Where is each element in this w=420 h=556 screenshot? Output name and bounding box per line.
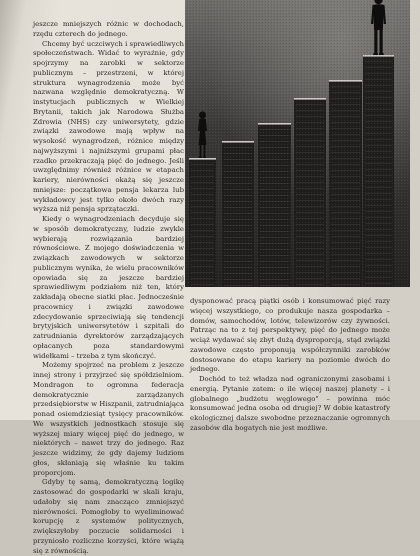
illustration-canvas — [185, 0, 410, 287]
paragraph: dysponować pracą piątki osób i konsumować pięć razy więcej wszystkiego, co produkuje nasza gospodarka – domów, samochodów, lotów, telewizorów czy żywności. Patrząc na to z tej perspektywy, pięć do jednego może wciąż wydawać się zbyt dużą dysproporcją, stąd związki zawodowe często proponują współczynniki zarobków dostosowane do etapu kariery na poziomie dwóch do jednego. — [190, 297, 390, 374]
paragraph: jeszcze mniejszych różnic w dochodach, rzędu czterech do jednego. — [33, 20, 184, 38]
left-text-column — [33, 20, 184, 555]
paragraph: Dochód to też władza nad ograniczonymi zasobami i energią. Pytanie zatem: o ile więcej naszej planety – i globalnego „budżetu węglowego" – powinna móc konsumować jedna osoba od drugiej? W dobie katastrofy ekologicznej dalsze swobodne przeznaczanie ogromnych zasobów dla bogatych nie jest możliwe. — [190, 375, 390, 432]
right-text-column — [190, 297, 390, 432]
paragraph: Chcemy być uczciwych i sprawiedliwych społeczeństwach. Widać to wyraźnie, gdy spojrzymy na zarobki w sektorze publicznym – przestrzeni, w której struktura wynagrodzenia może być nazwana względnie demokratyczną. W instytucjach publicznych w Wielkiej Brytanii, takich jak Narodowa Służba Zdrowia (NHS) czy uniwersytety, gdzie związki zawodowe mają wpływ na wysokość wynagrodzeń, różnice między najwyższymi i najniższymi grupami płac rzadko przekraczają pięć do jednego. Jeśli uwzględnimy również różnice w etapach kariery, nierówności okażą się jeszcze mniejsze: początkowa pensja lekarza lub wykładowcy jest tylko około dwóch razy wyższa niż pensja sprzątaczki. — [33, 39, 184, 214]
bar-illustration — [185, 0, 410, 287]
paragraph: Możemy spojrzeć na problem z jeszcze innej strony i przyjrzeć się spółdzielniom. Mondragon to ogromna federacja demokratycznie zarządzanych przedsiębiorstw w Hiszpanii, zatrudniająca ponad osiemdziesiąt tysięcy pracowników. We wszystkich jednostkach stosuje się wyższej miary więcej pięć do jednego, w niektórych – nawet trzy do jednego. Raz jeszcze widzimy, że gdy dajemy ludziom głos, skłaniają się właśnie ku takim proporcjom. — [33, 361, 184, 477]
paragraph: Gdyby tę samą, demokratyczną logikę zastosować do gospodarki w skali kraju, udałoby się nam znacząco zmniejszyć nierówności. Pomogłoby to wyeliminować korupcję z systemów politycznych, zwiększyłoby poczucie solidarności i przyniosło rozliczne korzyści, które wiążą się z równością. — [33, 478, 184, 555]
paragraph: Kiedy o wynagrodzeniach decyduje się w sposób demokratyczny, ludzie zwykle wybierają rozwiązania bardziej równościowe. Z mojego doświadczenia w związkach zawodowych w sektorze publicznym wynika, że wielu pracowników opowiada się za jeszcze bardziej sprawiedliwym podziałem niż ten, który zakładają obecne siatki płac. Jednocześnie pracownicy i związki zawodowe zdecydowanie sprzeciwiają się tendencji brytyjskich uniwersytetów i szpitali do zatrudniania dyrektorów zarządzających opłacanych poza standardowymi widełkami – trzeba z tym skończyć. — [33, 215, 184, 360]
